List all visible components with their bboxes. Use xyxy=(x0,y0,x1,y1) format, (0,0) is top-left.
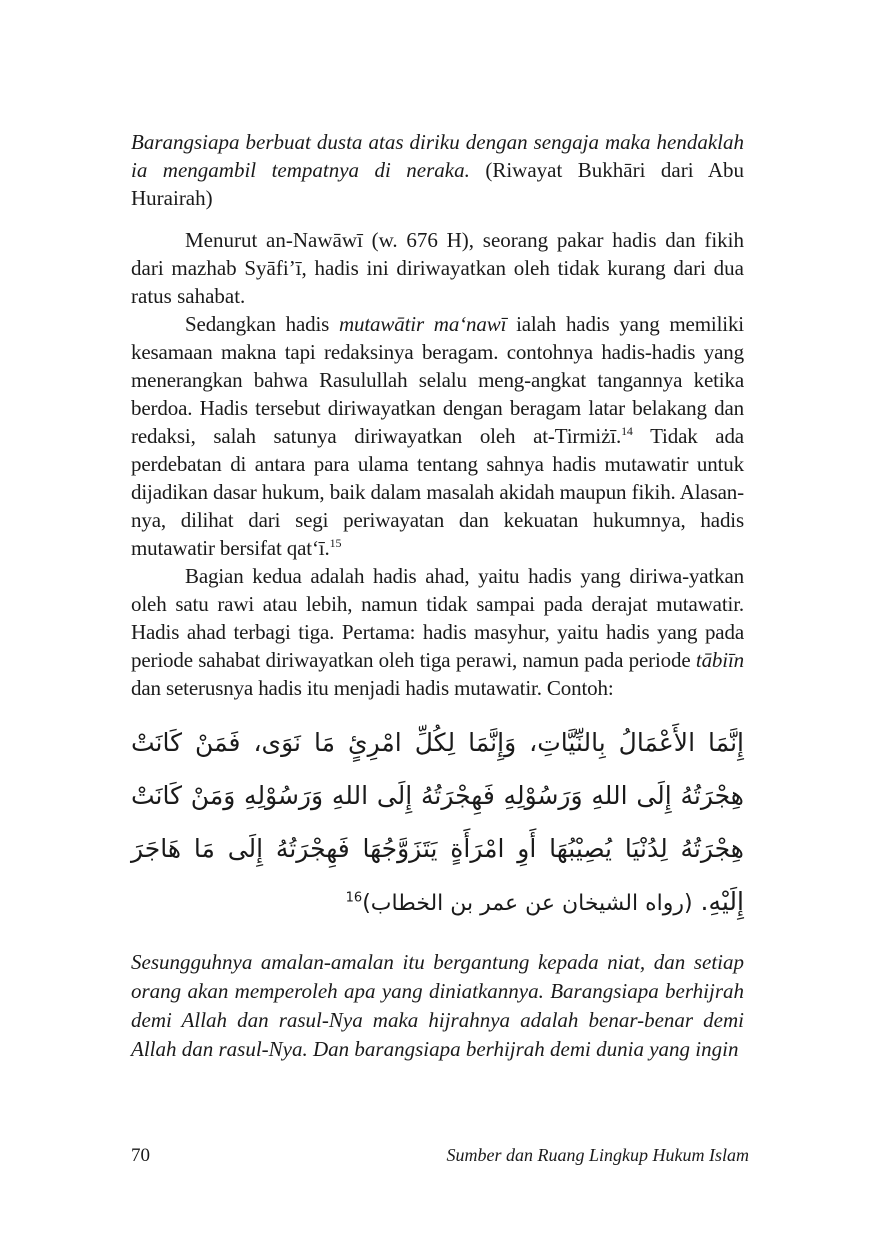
arabic-hadith-text: إِنَّمَا الأَعْمَالُ بِالنِّيَّاتِ، وَإِنَّمَا لِكُلِّ امْرِئٍ مَا نَوَى، فَمَنْ كَانَتْ هِجْرَتُهُ إِلَى اللهِ وَرَسُوْلِهِ فَهِجْرَتُهُ إِلَى اللهِ وَرَسُوْلِهِ وَمَنْ كَانَتْ هِجْرَتُهُ لِدُنْيَا يُصِيْبُهَا أَوِ امْرَأَةٍ يَتَزَوَّجُهَا فَهِجْرَتُهُ إِلَى مَا هَاجَرَ إِلَيْهِ. xyxy=(131,728,744,916)
arabic-hadith-source: (رواه الشيخان عن عمر بن الخطاب) xyxy=(362,891,693,916)
footnote-ref-16[interactable]: 16 xyxy=(345,890,363,906)
paragraph-text: Sedangkan hadis xyxy=(185,312,330,336)
running-title: Sumber dan Ruang Lingkup Hukum Islam xyxy=(446,1145,749,1165)
paragraph-text: Tidak ada perdebatan di antara para ulama tentang sahnya hadis mutawatir untuk dijadikan dasar hukum, baik dalam masalah akidah maupun fikih. Alasan-nya, dilihat dari segi periwayatan dan kekuatan hukumnya, hadis mutawatir bersifat qat‘ī. xyxy=(131,424,744,560)
paragraph-hadis-ahad xyxy=(131,562,744,702)
term-tabiin: tābiīn xyxy=(695,648,744,672)
paragraph-text: dan seterusnya hadis itu menjadi hadis mutawatir. Contoh: xyxy=(131,676,614,700)
term-mutawatir-manawi: mutawātir ma‘nawī xyxy=(339,312,507,336)
page-footer xyxy=(131,1145,749,1171)
page-number: 70 xyxy=(131,1145,150,1166)
arabic-hadith xyxy=(131,716,744,930)
hadith-quote-source: (Riwayat Bukhāri dari Abu Hurairah) xyxy=(131,158,745,210)
paragraph-text: ialah hadis yang memiliki kesamaan makna tapi redaksinya beragam. contohnya hadis-hadis yang menerangkan bahwa Rasulullah selalu meng-angkat tangannya ketika berdoa. Hadis tersebut diriwayatkan dengan beragam latar belakang dan redaksi, salah satunya diriwayatkan oleh at-Tirmiżī. xyxy=(131,312,744,448)
paragraph-mutawatir-manawi xyxy=(131,310,744,562)
paragraph-text: Bagian kedua adalah hadis ahad, yaitu hadis yang diriwa-yatkan oleh satu rawi atau lebih, namun tidak sampai pada derajat mutawatir. Hadis ahad terbagi tiga. Pertama: hadis masyhur, yaitu hadis yang pada periode sahabat diriwayatkan oleh tiga perawi, namun pada periode xyxy=(131,564,744,672)
footnote-ref-15[interactable]: 15 xyxy=(329,536,342,551)
page-body xyxy=(131,128,744,1064)
paragraph-nawawi: Menurut an-Nawāwī (w. 676 H), seorang pakar hadis dan fikih dari mazhab Syāfi’ī, hadis ini diriwayatkan oleh tidak kurang dari dua ratus sahabat. xyxy=(131,228,744,308)
hadith-quote-text: Barangsiapa berbuat dusta atas diriku dengan sengaja maka hendaklah ia mengambil tempatnya di neraka. xyxy=(131,130,744,182)
hadith-translation: Sesungguhnya amalan-amalan itu bergantung kepada niat, dan setiap orang akan memperoleh apa yang diniatkannya. Barangsiapa berhijrah demi Allah dan rasul-Nya maka hijrahnya adalah benar-benar demi Allah dan rasul-Nya. Dan barangsiapa berhijrah demi dunia yang ingin xyxy=(131,950,744,1061)
footnote-ref-14[interactable]: 14 xyxy=(621,424,633,439)
hadith-quote xyxy=(131,128,744,212)
